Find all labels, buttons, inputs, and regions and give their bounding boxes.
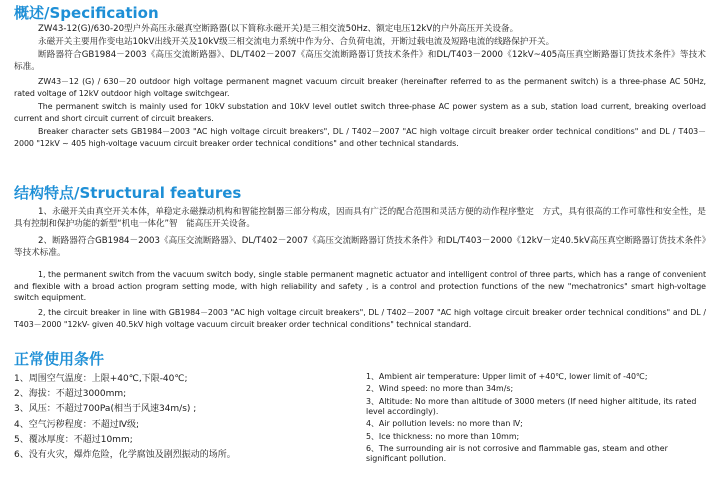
condition-zh-item: 5、覆冰厚度：不超过10mm;	[14, 434, 133, 445]
condition-zh-item: 3、风压：不超过700Pa(相当于风速34m/s) ;	[14, 404, 197, 415]
features-zh-paragraph-1: 1、永磁开关由真空开关本体，单稳定永磁操动机构和智能控制器三部分构成，因而具有广泛的配合范围和灵活方便的动作程序整定 方式，具有很高的工作可靠性和安全性，是具有控制和保护功能的新型“机电一体化”智 能高压开关设备。	[14, 207, 706, 229]
spec-zh-paragraph-1: ZW43-12(G)/630-20型户外高压永磁真空断路器(以下简称永磁开关)是三相交流50Hz、额定电压12kV的户外高压开关设备。	[38, 24, 519, 34]
spec-en-paragraph-1: ZW43－12 (G) / 630－20 outdoor high voltage permanent magnet vacuum circuit breaker (hereinafter referred to as the permanent switch) is a three-phase AC 50Hz, rated voltage of 12kV outdoor high voltage switchgear.	[14, 77, 706, 98]
features-en-paragraph-1: 1, the permanent switch from the vacuum switch body, single stable permanent magnetic actuator and intelligent control of three parts, which has a range of convenient and flexible with a broad action program setting mode, with high reliability and safety , is a control and protection functions of the new "mechatronics" smart high-voltage switch equipment.	[14, 270, 706, 303]
spec-zh-paragraph-2: 永磁开关主要用作变电站10kV出线开关及10kV级三相交流电力系统中作为分、合负荷电流，开断过载电流及短路电流的线路保护开关。	[38, 37, 555, 47]
conditions-title: 正常使用条件	[14, 350, 105, 368]
features-zh-paragraph-2: 2、断路器符合GB1984－2003《高压交流断路器》、DL/T402－2007《高压交流断路器订货技术条件》和DL/T403－2000《12kV－定40.5kV高压真空断路器订货技术条件》等技术标准。	[14, 236, 706, 258]
condition-en-item: 2、Wind speed: no more than 34m/s;	[366, 384, 514, 394]
condition-en-item: 4、Air pollution levels: no more than Ⅳ;	[366, 419, 523, 429]
conditions-en-list	[366, 372, 708, 467]
condition-zh-item: 6、没有火灾，爆炸危险，化学腐蚀及剧烈振动的场所。	[14, 450, 236, 461]
condition-en-item: 6、The surrounding air is not corrosive and flammable gas, steam and other significant pollution.	[366, 444, 668, 464]
condition-zh-item: 4、空气污秽程度：不超过Ⅳ级;	[14, 419, 140, 430]
specification-title: 概述/Specification	[14, 4, 159, 22]
condition-zh-item: 1、周围空气温度：上限+40℃,下限-40℃;	[14, 374, 188, 384]
spec-en-paragraph-3: Breaker character sets GB1984－2003 "AC high voltage circuit breakers", DL / T402－2007 "AC high voltage circuit breaker order technical conditions" and DL / T403－2000 "12kV ~ 405 high-voltage vacuum circuit breaker order technical conditions" and other technical standards.	[14, 127, 706, 148]
spec-zh-paragraph-3: 断路器符合GB1984－2003《高压交流断路器》、DL/T402－2007《高压交流断路器订货技术条件》和DL/T403－2000《12kV~405高压真空断路器订货技术条件》等技术标准。	[14, 50, 706, 72]
condition-en-item: 1、Ambient air temperature: Upper limit of +40℃, lower limit of -40℃;	[366, 372, 648, 381]
features-title: 结构特点/Structural features	[14, 184, 242, 202]
conditions-zh-list	[14, 372, 354, 463]
condition-zh-item: 2、海拔：不超过3000mm;	[14, 389, 127, 400]
condition-en-item: 3、Altitude: No more than altitude of 3000 meters (If need higher altitude, its rated level accordingly).	[366, 396, 697, 416]
spec-en-paragraph-2: The permanent switch is mainly used for 10kV substation and 10kV level outlet switch three-phase AC power system as a sub, station load current, breaking overload current and short circuit current of circuit breakers.	[14, 102, 706, 123]
condition-en-item: 5、Ice thickness: no more than 10mm;	[366, 431, 520, 441]
features-en-paragraph-2: 2, the circuit breaker in line with GB1984－2003 "AC high voltage circuit breakers", DL / T402－2007 "AC high voltage circuit breaker order technical conditions" and DL / T403－2000 "12kV- given 40.5kV high voltage vacuum circuit breaker order technical conditions" technical standard.	[14, 308, 706, 329]
